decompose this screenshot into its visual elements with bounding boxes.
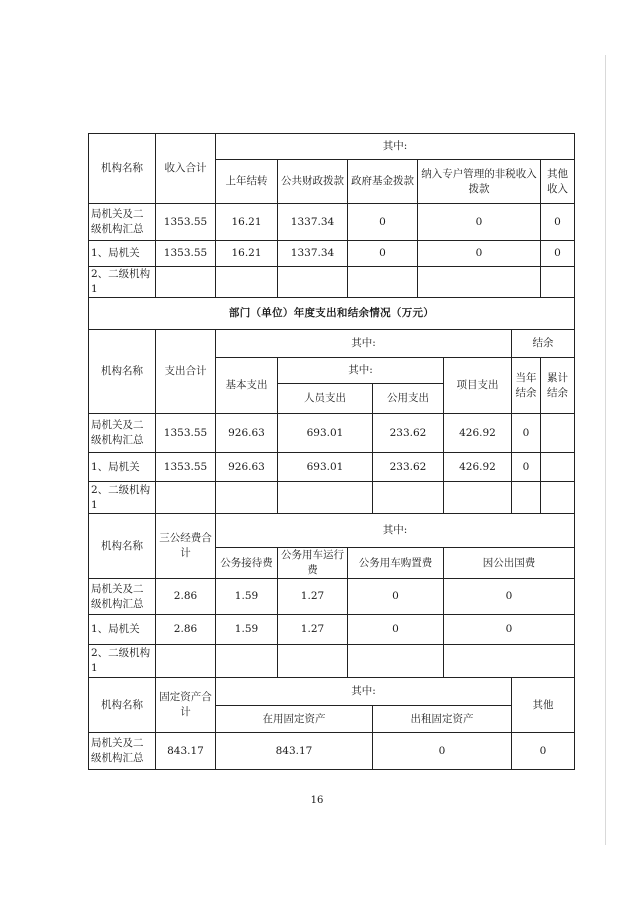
sangong-col-reception: 公务接待费 xyxy=(216,548,278,579)
assets-in-use-header: 在用固定资产 xyxy=(216,706,373,733)
cell: 0 xyxy=(348,615,444,645)
row-name: 1、局机关 xyxy=(89,453,156,482)
assets-org-header: 机构名称 xyxy=(89,678,156,733)
cell: 843.17 xyxy=(156,733,216,770)
cell: 1.27 xyxy=(278,579,348,615)
row-name: 1、局机关 xyxy=(89,241,156,267)
cell xyxy=(216,482,278,514)
cell: 1.59 xyxy=(216,615,278,645)
expense-public-header: 公用支出 xyxy=(373,384,444,414)
expense-org-header: 机构名称 xyxy=(89,330,156,414)
cell: 0 xyxy=(373,733,512,770)
expense-section-title: 部门（单位）年度支出和结余情况（万元） xyxy=(89,298,575,330)
cell: 0 xyxy=(512,453,541,482)
cell: 1353.55 xyxy=(156,414,216,453)
row-name: 1、局机关 xyxy=(89,615,156,645)
cell: 0 xyxy=(348,579,444,615)
expense-year-balance-header: 当年结余 xyxy=(512,358,541,414)
row-name: 局机关及二级机构汇总 xyxy=(89,204,156,241)
sangong-org-header: 机构名称 xyxy=(89,514,156,579)
cell: 0 xyxy=(512,733,575,770)
table-row xyxy=(89,733,575,770)
cell: 1353.55 xyxy=(156,241,216,267)
cell: 1353.55 xyxy=(156,453,216,482)
income-col-gov-fund: 政府基金拨款 xyxy=(348,160,418,204)
cell xyxy=(216,267,278,298)
row-name: 局机关及二级机构汇总 xyxy=(89,414,156,453)
cell xyxy=(541,453,575,482)
cell: 843.17 xyxy=(216,733,373,770)
expense-total-header: 支出合计 xyxy=(156,330,216,414)
cell xyxy=(156,482,216,514)
cell: 0 xyxy=(348,241,418,267)
assets-group-header: 其中: xyxy=(216,678,512,706)
income-group-header: 其中: xyxy=(216,134,575,160)
expense-group-header: 其中: xyxy=(216,330,512,358)
cell: 693.01 xyxy=(278,414,373,453)
cell xyxy=(156,267,216,298)
cell xyxy=(541,482,575,514)
row-name: 2、二级机构1 xyxy=(89,267,156,298)
table-row xyxy=(89,482,575,514)
table-row xyxy=(89,615,575,645)
table-row xyxy=(89,414,575,453)
expense-cum-balance-header: 累计结余 xyxy=(541,358,575,414)
cell: 0 xyxy=(444,615,575,645)
income-col-nontax: 纳入专户管理的非税收入拨款 xyxy=(418,160,541,204)
expense-balance-header: 结余 xyxy=(512,330,575,358)
cell xyxy=(216,645,278,678)
cell: 1337.34 xyxy=(278,204,348,241)
cell: 0 xyxy=(541,204,575,241)
cell xyxy=(278,267,348,298)
cell xyxy=(348,645,444,678)
table-row xyxy=(89,579,575,615)
cell: 0 xyxy=(541,241,575,267)
expense-project-header: 项目支出 xyxy=(444,358,512,414)
cell: 926.63 xyxy=(216,414,278,453)
cell: 16.21 xyxy=(216,204,278,241)
cell xyxy=(541,267,575,298)
cell xyxy=(278,645,348,678)
cell xyxy=(418,267,541,298)
table-row xyxy=(89,267,575,298)
sangong-total-header: 三公经费合计 xyxy=(156,514,216,579)
cell xyxy=(444,645,575,678)
sangong-group-header: 其中: xyxy=(216,514,575,548)
cell: 426.92 xyxy=(444,453,512,482)
assets-total-header: 固定资产合计 xyxy=(156,678,216,733)
sangong-col-overseas: 因公出国费 xyxy=(444,548,575,579)
income-total-header: 收入合计 xyxy=(156,134,216,204)
cell: 0 xyxy=(418,204,541,241)
cell: 233.62 xyxy=(373,414,444,453)
assets-rented-header: 出租固定资产 xyxy=(373,706,512,733)
cell: 426.92 xyxy=(444,414,512,453)
page-number: 16 xyxy=(310,795,324,806)
cell: 0 xyxy=(348,204,418,241)
cell xyxy=(348,267,418,298)
cell: 2.86 xyxy=(156,579,216,615)
income-col-public-finance: 公共财政拨款 xyxy=(278,160,348,204)
cell: 2.86 xyxy=(156,615,216,645)
cell: 1337.34 xyxy=(278,241,348,267)
income-org-header: 机构名称 xyxy=(89,134,156,204)
table-row xyxy=(89,204,575,241)
row-name: 局机关及二级机构汇总 xyxy=(89,733,156,770)
cell xyxy=(373,482,444,514)
sangong-col-car-operation: 公务用车运行费 xyxy=(278,548,348,579)
cell: 16.21 xyxy=(216,241,278,267)
table-row xyxy=(89,241,575,267)
cell: 1.59 xyxy=(216,579,278,615)
cell xyxy=(512,482,541,514)
cell: 233.62 xyxy=(373,453,444,482)
page-edge xyxy=(605,55,606,845)
cell: 1.27 xyxy=(278,615,348,645)
income-col-other: 其他收入 xyxy=(541,160,575,204)
cell: 0 xyxy=(444,579,575,615)
budget-tables xyxy=(88,133,575,770)
row-name: 2、二级机构1 xyxy=(89,482,156,514)
cell xyxy=(156,645,216,678)
expense-basic-header: 基本支出 xyxy=(216,358,278,414)
cell: 0 xyxy=(512,414,541,453)
cell xyxy=(541,414,575,453)
cell: 926.63 xyxy=(216,453,278,482)
sangong-col-car-purchase: 公务用车购置费 xyxy=(348,548,444,579)
table-row xyxy=(89,453,575,482)
expense-personnel-header: 人员支出 xyxy=(278,384,373,414)
income-col-carryover: 上年结转 xyxy=(216,160,278,204)
row-name: 2、二级机构1 xyxy=(89,645,156,678)
row-name: 局机关及二级机构汇总 xyxy=(89,579,156,615)
table-row xyxy=(89,645,575,678)
assets-other-header: 其他 xyxy=(512,678,575,733)
cell xyxy=(444,482,512,514)
cell xyxy=(278,482,373,514)
cell: 693.01 xyxy=(278,453,373,482)
cell: 0 xyxy=(418,241,541,267)
expense-subgroup-header: 其中: xyxy=(278,358,444,384)
cell: 1353.55 xyxy=(156,204,216,241)
